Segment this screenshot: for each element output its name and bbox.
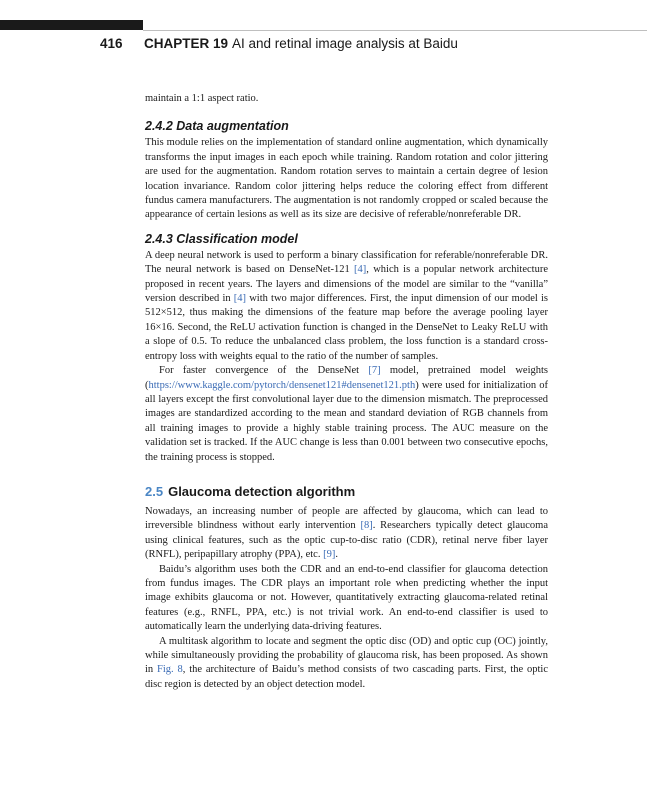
paragraph-classification-1: A deep neural network is used to perform a binary classification for referable/nonreferable DR. The neural network is based on DenseNet-121 [4], which is a popular network architecture proposed in recent years. The layers and dimensions of the model are similar to the “vanilla” version described in [4] with two major differences. First, the input dimension of our model is 512×512, thus making the dimensions of the feature map before the average pooling layer 16×16. Second, the ReLU activation function is changed in the DenseNet to Leaky ReLU with a slope of 0.5. To reduce the unbalanced class problem, the loss function is a standard cross-entropy loss with weights equal to the ratio of the number of samples.: [145, 249, 548, 362]
page-number: 416: [100, 36, 123, 51]
figure-link[interactable]: Fig. 8: [157, 664, 183, 676]
paragraph-glaucoma-2: Baidu’s algorithm uses both the CDR and an end-to-end classifier for glaucoma detection from fundus images. The CDR plays an important role when predicting whether the input image exhibits glaucoma or not. However, quantitatively extracting glaucoma-related retinal features (e.g., RNFL, PPA, etc.) is not trivial work. An end-to-end classifier is used to automatically learn the underlying data-driving features.: [145, 563, 548, 633]
carryover-text: maintain a 1:1 aspect ratio.: [145, 93, 259, 104]
section-title: Glaucoma detection algorithm: [168, 483, 356, 499]
header-bar: [0, 20, 143, 30]
citation-link[interactable]: [4]: [233, 293, 247, 305]
running-head: [100, 36, 458, 51]
model-weights-url[interactable]: https://www.kaggle.com/pytorch/densenet121#densenet121.pth: [148, 379, 416, 391]
paragraph-classification-2: For faster convergence of the DenseNet [7] model, pretrained model weights (https://www.kaggle.com/pytorch/densenet121#densenet121.pth) were used for initialization of all layers except the first convolutional layer due to the dimension mismatch. The preprocessed images are standardized according to the mean and standard deviation of RGB channels from all training images to provide a highly stable training process. The AUC measure on the validation set is tracked. If the AUC change is less than 0.001 between two consecutive epochs, the training process is stopped.: [145, 365, 548, 463]
citation-link[interactable]: [8]: [360, 520, 373, 532]
section-heading-glaucoma: [145, 483, 548, 501]
chapter-title: AI and retinal image analysis at Baidu: [232, 36, 458, 51]
paragraph-glaucoma-1: Nowadays, an increasing number of people are affected by glaucoma, which can lead to irreversible blindness without early intervention [8]. Researchers typically detect glaucoma using clinical features, such as the optic cup-to-disc ratio (CDR), retinal nerve fiber layer (RNFL), peripapillary atrophy (PPA), etc. [9].: [145, 505, 548, 561]
heading-data-augmentation: 2.4.2 Data augmentation: [145, 119, 289, 134]
heading-classification-model: 2.4.3 Classification model: [145, 231, 298, 246]
citation-link[interactable]: [9]: [323, 549, 336, 561]
citation-link[interactable]: [7]: [368, 365, 381, 377]
section-number: 2.5: [145, 483, 164, 499]
paragraph-glaucoma-3: A multitask algorithm to locate and segment the optic disc (OD) and optic cup (OC) jointly, while simultaneously providing the probability of glaucoma risk, has been proposed. As shown in Fig. 8, the architecture of Baidu’s method consists of two cascading parts. First, the optic disc region is detected by an object detection model.: [145, 635, 548, 690]
header-rule: [143, 30, 647, 31]
citation-link[interactable]: [4]: [354, 264, 367, 276]
page-content: [145, 92, 548, 692]
chapter-label: CHAPTER 19: [144, 36, 229, 51]
paragraph-data-augmentation: This module relies on the implementation of standard online augmentation, which dynamically transforms the input images in each epoch while training. Random rotation and color jittering are used for the augmentation. Random rotation serves to maintain a certain degree of lesion location invariance. Random color jittering helps reduce the coloring effect from different fundus camera manufacturers. The augmentation is not randomly cropped or scaled because the appearance of certain lesions as well as its size are decisive of referable/nonreferable DR.: [145, 137, 548, 221]
